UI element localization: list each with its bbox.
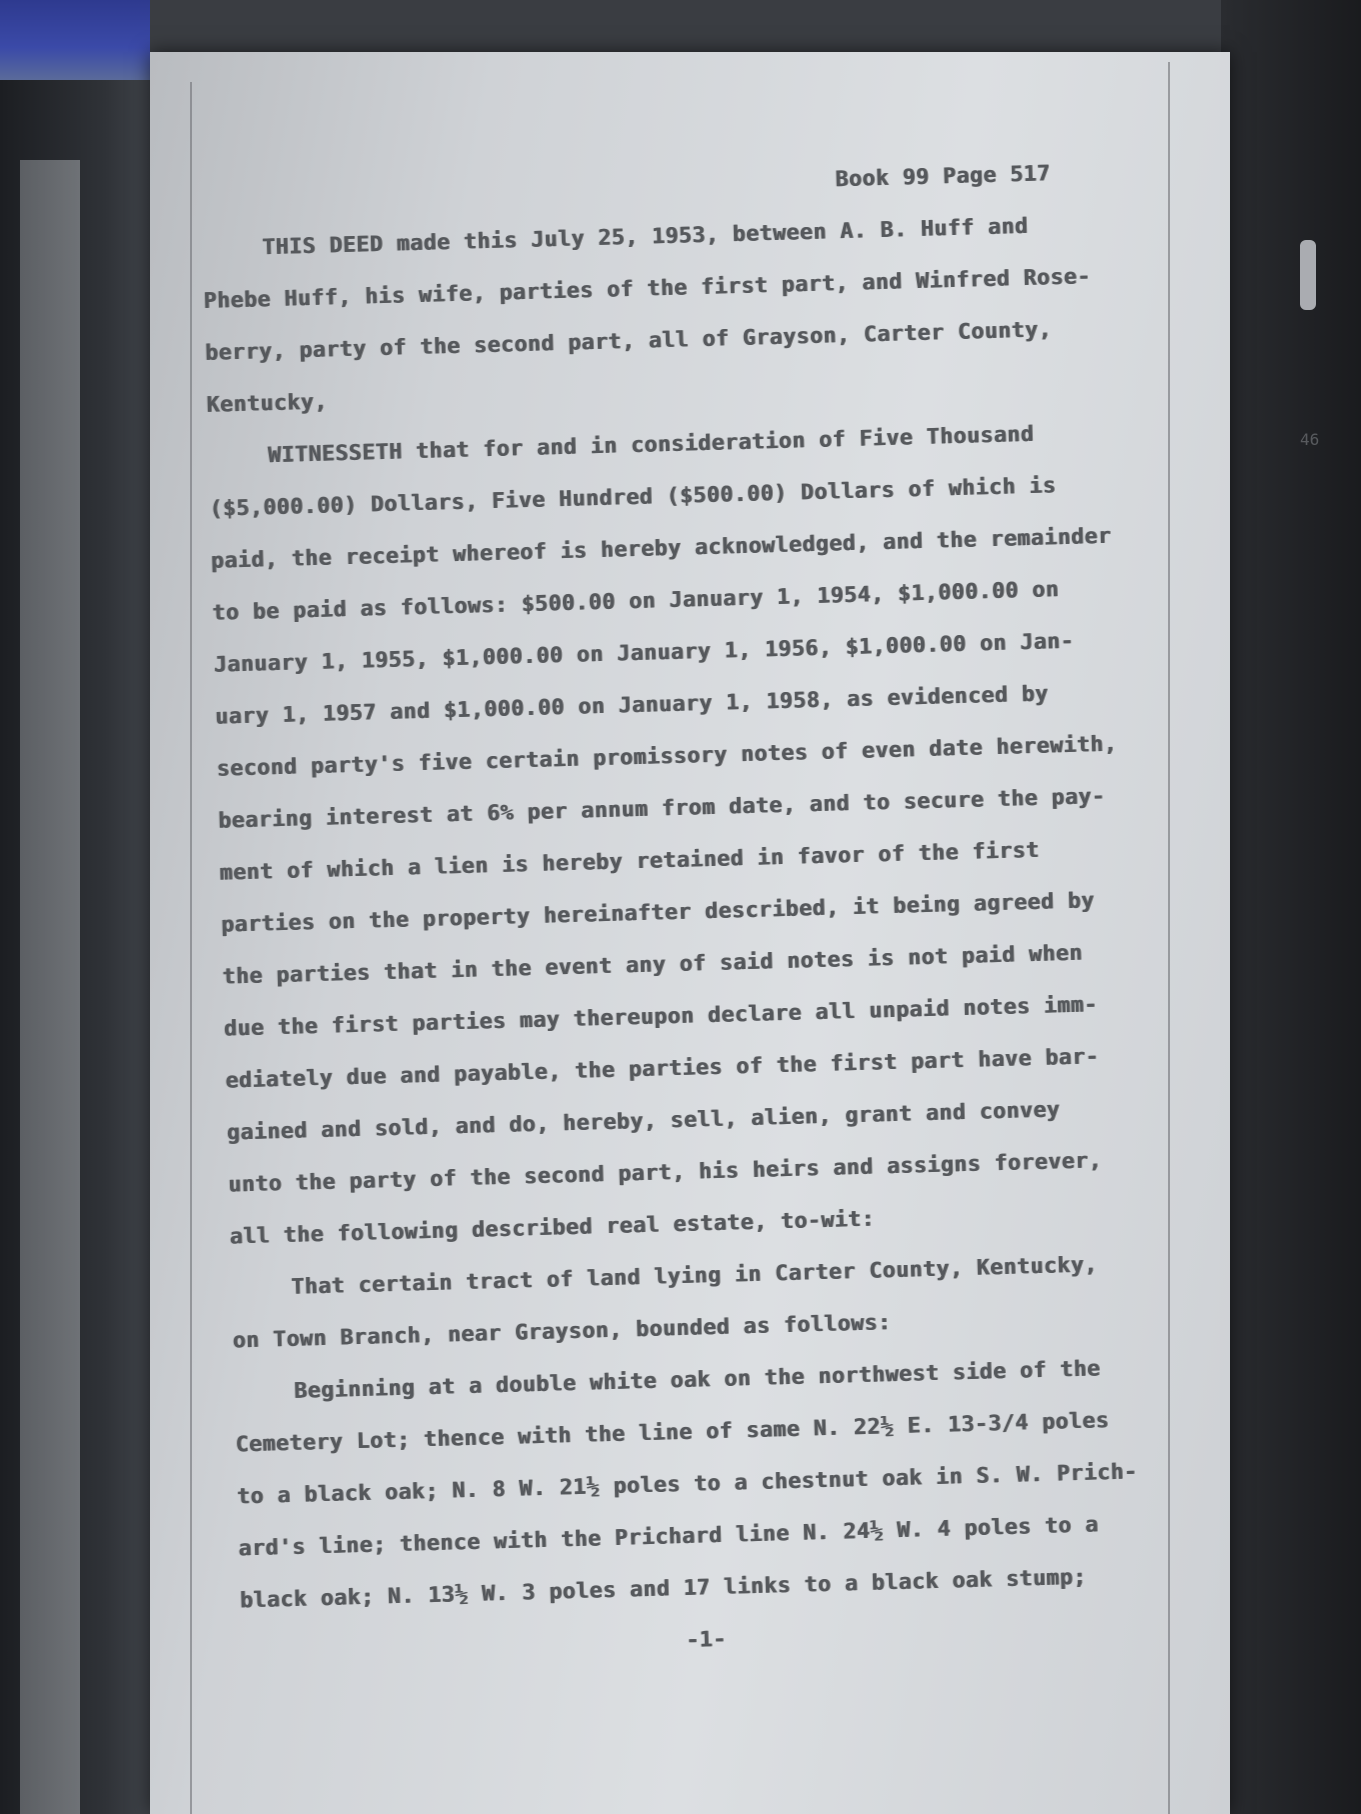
- deed-text: [200, 144, 1254, 1772]
- text-line: gained and sold, and do, hereby, sell, alien, grant and convey: [226, 1097, 1061, 1146]
- text-line: parties on the property hereinafter described, it being agreed by: [220, 888, 1095, 938]
- text-line: paid, the receipt whereof is hereby acknowledged, and the remainder: [210, 523, 1112, 574]
- text-line: That certain tract of land lying in Carter County, Kentucky,: [290, 1252, 1098, 1300]
- text-line: January 1, 1955, $1,000.00 on January 1, 1956, $1,000.00 on Jan-: [213, 628, 1075, 678]
- page-number: -1-: [685, 1626, 727, 1653]
- background-left-paper: [20, 160, 80, 1814]
- text-line: ment of which a lien is hereby retained in favor of the first: [219, 837, 1040, 886]
- margin-note: 46: [1300, 430, 1320, 449]
- text-line: black oak; N. 13½ W. 3 poles and 17 links to a black oak stump;: [239, 1564, 1087, 1614]
- background-top-left: [0, 0, 150, 80]
- text-line: to be paid as follows: $500.00 on January 1, 1954, $1,000.00 on: [211, 577, 1060, 626]
- book-page-header: Book 99 Page 517: [835, 161, 1051, 193]
- text-line: Kentucky,: [206, 389, 328, 418]
- text-line: on Town Branch, near Grayson, bounded as follows:: [232, 1310, 892, 1354]
- text-line: ard's line; thence with the Prichard line N. 24½ W. 4 poles to a: [238, 1512, 1099, 1562]
- text-line: berry, party of the second part, all of Grayson, Carter County,: [204, 317, 1053, 366]
- text-line: THIS DEED made this July 25, 1953, between A. B. Huff and: [261, 213, 1029, 261]
- text-line: Beginning at a double white oak on the northwest side of the: [293, 1356, 1101, 1404]
- text-line: Phebe Huff, his wife, parties of the first part, and Winfred Rose-: [203, 264, 1091, 314]
- text-line: ediately due and payable, the parties of the first part have bar-: [225, 1044, 1100, 1094]
- text-line: due the first parties may thereupon declare all unpaid notes imm-: [223, 992, 1098, 1042]
- text-line: unto the party of the second part, his heirs and assigns forever,: [227, 1148, 1103, 1198]
- deed-page: [150, 52, 1230, 1814]
- text-line: the parties that in the event any of said notes is not paid when: [222, 940, 1083, 990]
- text-line: WITNESSETH that for and in consideration of Five Thousand: [267, 421, 1035, 469]
- left-margin-rule: [190, 82, 192, 1814]
- text-line: bearing interest at 6% per annum from date, and to secure the pay-: [217, 783, 1106, 834]
- background-tab: [1300, 240, 1316, 310]
- text-line: ($5,000.00) Dollars, Five Hundred ($500.00) Dollars of which is: [209, 473, 1057, 522]
- text-line: uary 1, 1957 and $1,000.00 on January 1, 1958, as evidenced by: [214, 681, 1049, 730]
- text-line: second party's five certain promissory notes of even date herewith,: [216, 731, 1118, 782]
- text-line: all the following described real estate, to-wit:: [229, 1206, 876, 1250]
- text-line: Cemetery Lot; thence with the line of same N. 22½ E. 13-3/4 poles: [235, 1408, 1110, 1458]
- text-line: to a black oak; N. 8 W. 21½ poles to a chestnut oak in S. W. Prich-: [236, 1459, 1138, 1510]
